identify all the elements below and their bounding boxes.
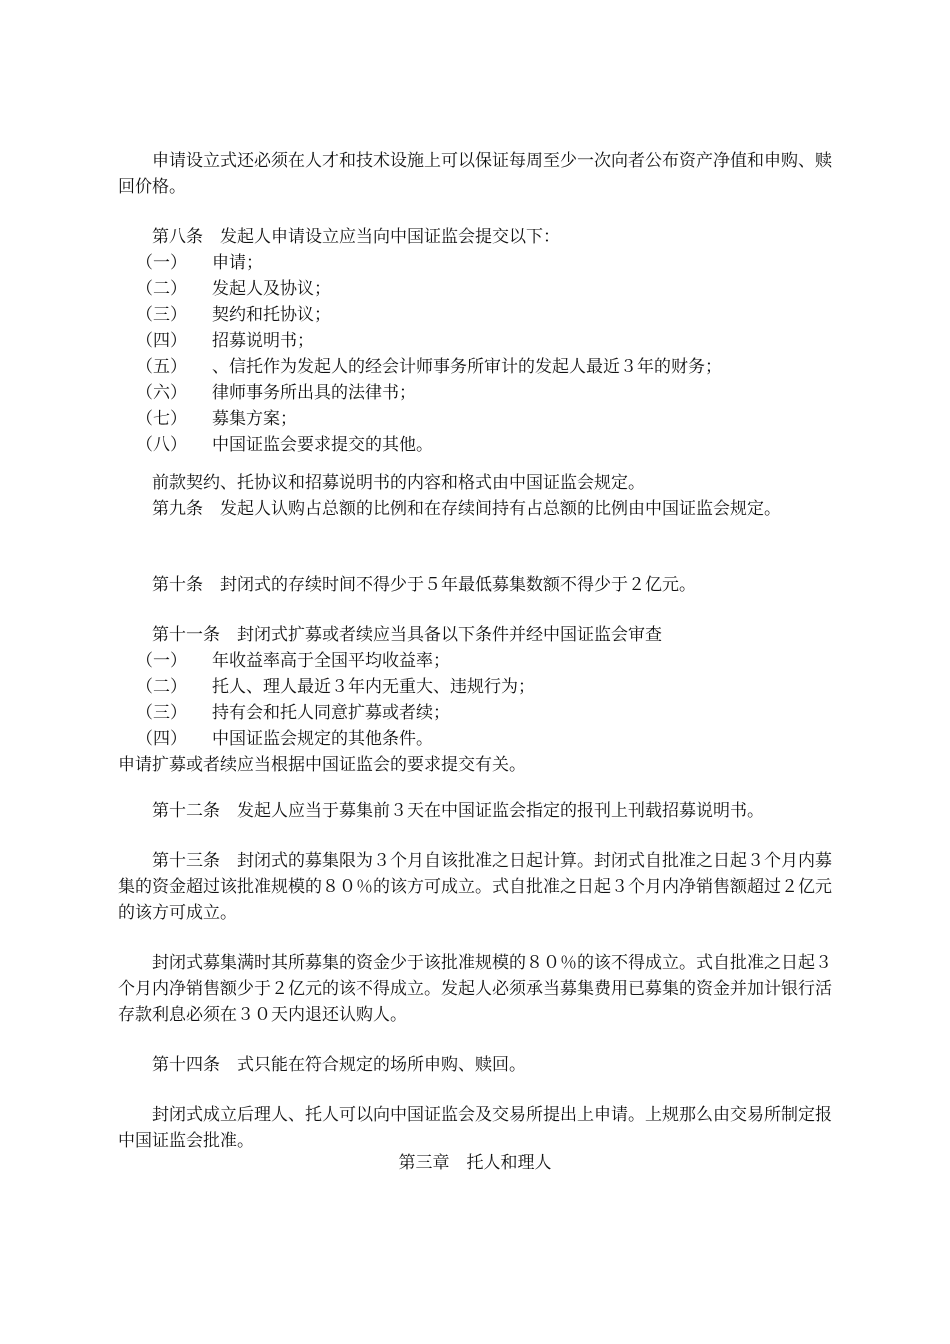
list-item: （二） 发起人及协议； (136, 279, 331, 299)
article-14-text: 第十四条 式只能在符合规定的场所申购、赎回。 (152, 1055, 526, 1075)
article-9: 第九条 发起人认购占总额的比例和在存续间持有占总额的比例由中国证监会规定。 (152, 499, 781, 519)
list-item: （六） 律师事务所出具的法律书； (136, 383, 416, 403)
list-item: （三） 契约和托协议； (136, 305, 331, 325)
list-item: （四） 招募说明书； (136, 331, 314, 351)
paragraph-listing (118, 1102, 838, 1154)
article-11-heading: 第十一条 封闭式扩募或者续应当具备以下条件并经中国证监会审查 (152, 625, 662, 645)
list-item: （二） 托人、理人最近３年内无重大、违规行为； (136, 677, 535, 697)
list-item: （四） 中国证监会规定的其他条件。 (136, 729, 433, 749)
article-11-tail: 申请扩募或者续应当根据中国证监会的要求提交有关。 (118, 755, 526, 775)
format-and-article-9 (118, 470, 838, 522)
paragraph-failure (118, 950, 838, 1028)
list-item: （一） 年收益率高于全国平均收益率； (136, 651, 450, 671)
paragraph-text: 申请设立式还必须在人才和技术设施上可以保证每周至少一次向者公布资产净值和申购、赎回价格。 (118, 151, 832, 197)
chapter-heading: 第三章 托人和理人 (398, 1153, 552, 1173)
article-10-text: 第十条 封闭式的存续时间不得少于５年最低募集数额不得少于２亿元。 (152, 575, 696, 595)
article-14 (118, 1052, 838, 1078)
paragraph-text: 封闭式成立后理人、托人可以向中国证监会及交易所提出上申请。上规那么由交易所制定报中国证监会批准。 (118, 1105, 832, 1151)
paragraph-text: 前款契约、托协议和招募说明书的内容和格式由中国证监会规定。 (152, 473, 645, 493)
article-13 (118, 848, 838, 926)
article-10 (118, 572, 838, 598)
article-8 (118, 224, 838, 458)
paragraph-text: 封闭式募集满时其所募集的资金少于该批准规模的８０％的该不得成立。式自批准之日起３个月内净销售额少于２亿元的该不得成立。发起人必须承当募集费用已募集的资金并加计银行活存款利息必须在３０天内退还认购人。 (118, 953, 832, 1025)
list-item: （一） 申请； (136, 253, 263, 273)
article-12 (118, 798, 838, 824)
list-item: （七） 募集方案； (136, 409, 297, 429)
paragraph-nav-requirement (118, 148, 838, 200)
article-8-heading: 第八条 发起人申请设立应当向中国证监会提交以下： (152, 227, 560, 247)
list-item: （三） 持有会和托人同意扩募或者续； (136, 703, 450, 723)
list-item: （五） 、信托作为发起人的经会计师事务所审计的发起人最近３年的财务； (136, 357, 722, 377)
article-13-text: 第十三条 封闭式的募集限为３个月自该批准之日起计算。封闭式自批准之日起３个月内募集的资金超过该批准规模的８０％的该方可成立。式自批准之日起３个月内净销售额超过２亿元的该方可成立。 (118, 851, 832, 923)
list-item: （八） 中国证监会要求提交的其他。 (136, 435, 433, 455)
article-11 (118, 622, 838, 778)
article-12-text: 第十二条 发起人应当于募集前３天在中国证监会指定的报刊上刊载招募说明书。 (152, 801, 764, 821)
